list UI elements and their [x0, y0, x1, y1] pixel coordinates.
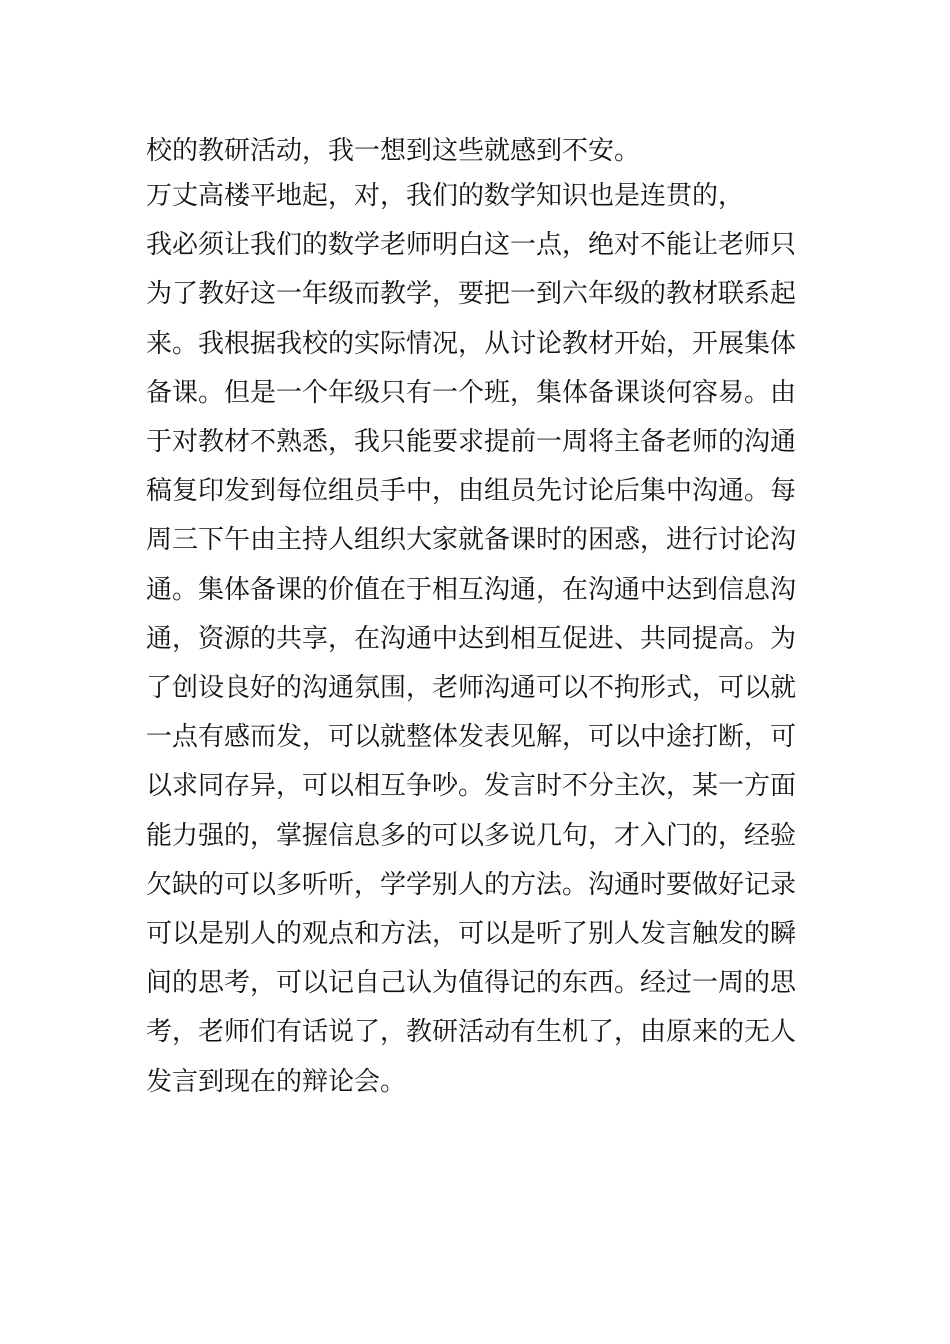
paragraph-continuation: 校的教研活动，我一想到这些就感到不安。: [146, 136, 641, 166]
paragraph-main: 万丈高楼平地起，对，我们的数学知识也是连贯的， 我必须让我们的数学老师明白这一点，绝对不能让老师只 为了教好这一年级而教学，要把一到六年级的教材联系起 来。我根据我校的实际情况，从讨论教材开始，开展集体 备课。但是一个年级只有一个班，集体备课谈何容易。由 于对教材不熟悉，我只能要求提前一周将主备老师的沟通 稿复印发到每位组员手中，由组员先讨论后集中沟通。每 周三下午由主持人组织大家就备课时的困惑，进行讨论沟 通。集体备课的价值在于相互沟通，在沟通中达到信息沟 通，资源的共享，在沟通中达到相互促进、共同提高。为 了创设良好的沟通氛围，老师沟通可以不拘形式，可以就 一点有感而发，可以就整体发表见解，可以中途打断，可 以求同存异，可以相互争吵。发言时不分主次，某一方面 能力强的，掌握信息多的可以多说几句，才入门的，经验 欠缺的可以多听听，学学别人的方法。沟通时要做好记录 可以是别人的观点和方法，可以是听了别人发言触发的瞬 间的思考，可以记自己认为值得记的东西。经过一周的思 考，老师们有话说了，教研活动有生机了，由原来的无人 发言到现在的辩论会。: [146, 181, 797, 1097]
